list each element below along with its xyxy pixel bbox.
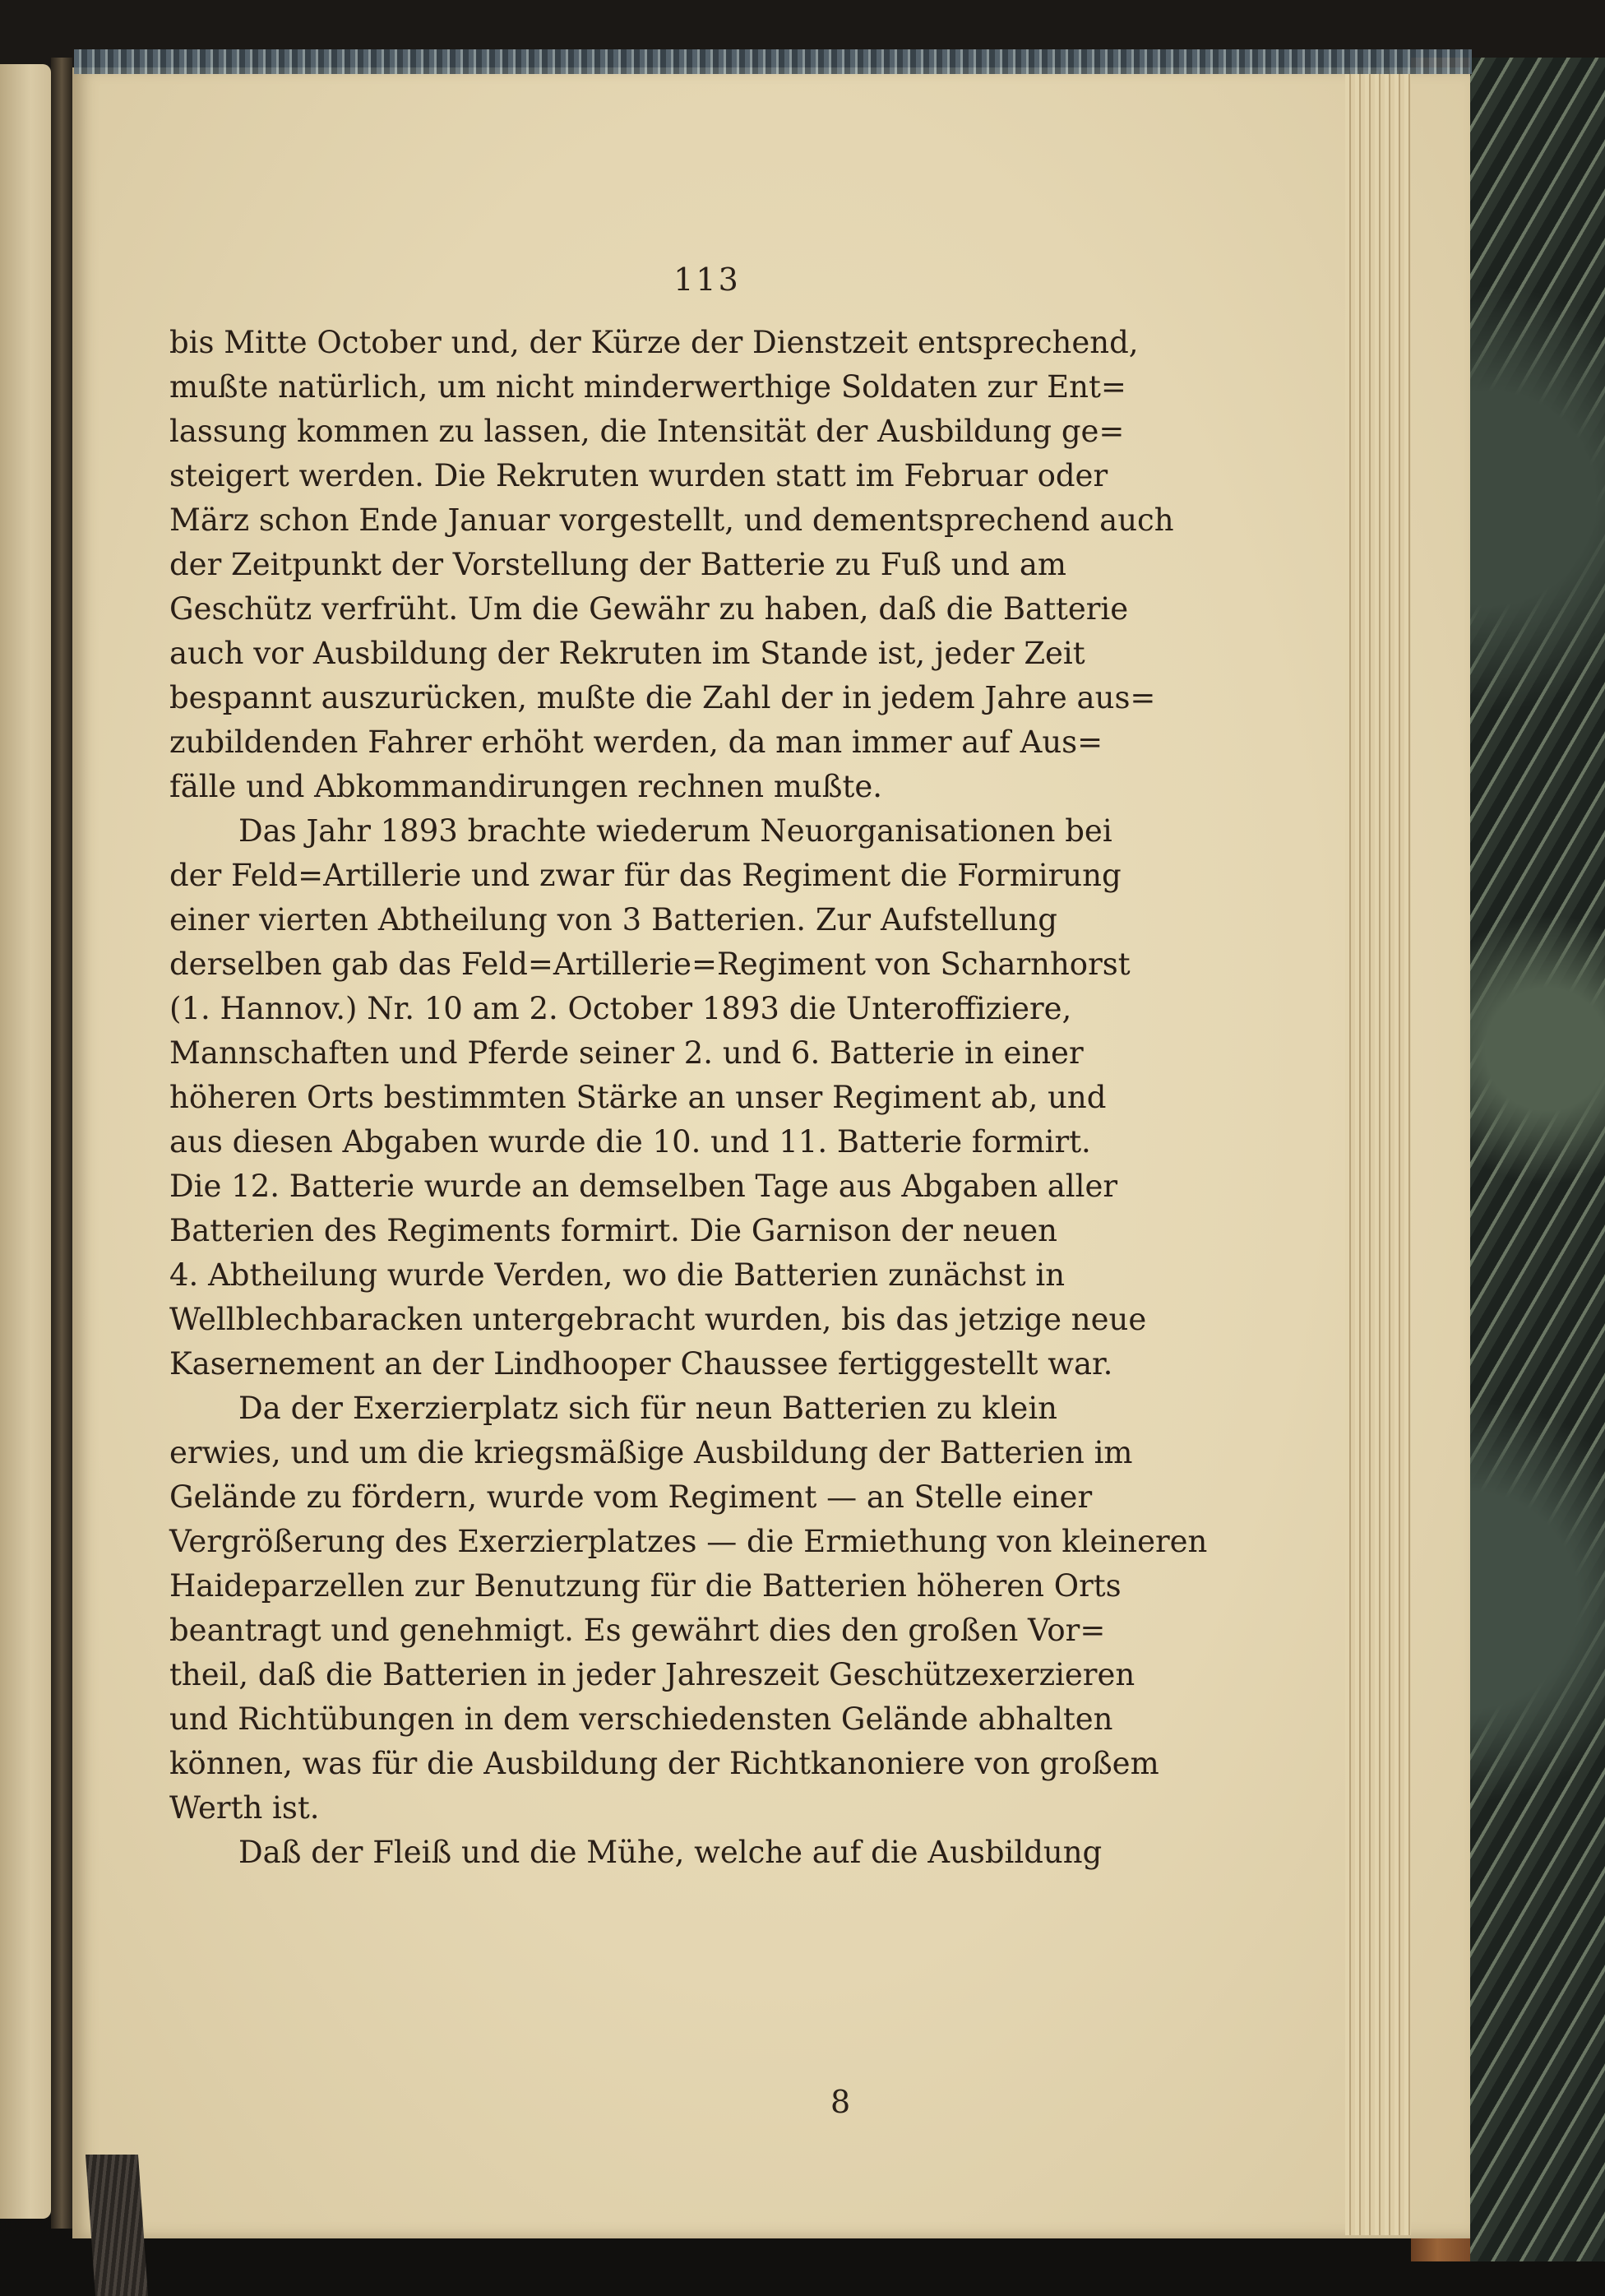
text-line: Vergrößerung des Exerzierplatzes — die Ermiethung von kleineren xyxy=(169,1524,1208,1559)
text-line: derselben gab das Feld=Artillerie=Regiment von Scharnhorst xyxy=(169,947,1131,982)
text-line: Gelände zu fördern, wurde vom Regiment — an Stelle einer xyxy=(169,1479,1093,1515)
text-line: theil, daß die Batterien in jeder Jahreszeit Geschützexerzieren xyxy=(169,1657,1136,1692)
text-line: der Feld=Artillerie und zwar für das Regiment die Formirung xyxy=(169,858,1122,893)
left-page-edge xyxy=(0,64,51,2219)
text-line: Wellblechbaracken untergebracht wurden, bis das jetzige neue xyxy=(169,1302,1147,1337)
paragraph-start-line: Daß der Fleiß und die Mühe, welche auf die Ausbildung xyxy=(238,1835,1103,1870)
signature-mark: 8 xyxy=(830,2084,851,2120)
paragraph-start-line: Das Jahr 1893 brachte wiederum Neuorganisationen bei xyxy=(238,813,1112,849)
text-line: der Zeitpunkt der Vorstellung der Batterie zu Fuß und am xyxy=(169,547,1066,582)
page-number: 113 xyxy=(673,262,741,298)
text-line: auch vor Ausbildung der Rekruten im Stande ist, jeder Zeit xyxy=(169,636,1085,671)
text-line: mußte natürlich, um nicht minderwerthige Soldaten zur Ent= xyxy=(169,369,1126,405)
book-gutter xyxy=(51,58,72,2229)
text-line: Haideparzellen zur Benutzung für die Batterien höheren Orts xyxy=(169,1568,1122,1604)
text-line: beantragt und genehmigt. Es gewährt dies den großen Vor= xyxy=(169,1613,1106,1648)
ribbon-bookmark xyxy=(86,2155,148,2296)
text-line: Die 12. Batterie wurde an demselben Tage aus Abgaben aller xyxy=(169,1169,1118,1204)
text-line: einer vierten Abtheilung von 3 Batterien. Zur Aufstellung xyxy=(169,902,1057,937)
text-line: höheren Orts bestimmten Stärke an unser Regiment ab, und xyxy=(169,1080,1107,1115)
paragraph-start-line: Da der Exerzierplatz sich für neun Batterien zu klein xyxy=(238,1391,1057,1426)
text-line: bespannt auszurücken, mußte die Zahl der in jedem Jahre aus= xyxy=(169,680,1156,715)
text-line: zubildenden Fahrer erhöht werden, da man immer auf Aus= xyxy=(169,724,1103,760)
text-line: Geschütz verfrüht. Um die Gewähr zu haben, daß die Batterie xyxy=(169,591,1129,627)
text-line: Werth ist. xyxy=(169,1790,320,1826)
text-line: Mannschaften und Pferde seiner 2. und 6. Batterie in einer xyxy=(169,1035,1084,1071)
body-text xyxy=(169,321,1208,1875)
text-line: 4. Abtheilung wurde Verden, wo die Batterien zunächst in xyxy=(169,1257,1066,1293)
text-line: (1. Hannov.) Nr. 10 am 2. October 1893 die Unteroffiziere, xyxy=(169,991,1072,1026)
text-line: steigert werden. Die Rekruten wurden statt im Februar oder xyxy=(169,458,1108,493)
text-line: aus diesen Abgaben wurde die 10. und 11. Batterie formirt. xyxy=(169,1124,1091,1160)
text-line: Batterien des Regiments formirt. Die Garnison der neuen xyxy=(169,1213,1057,1248)
text-line: bis Mitte October und, der Kürze der Dienstzeit entsprechend, xyxy=(169,325,1139,360)
text-line: lassung kommen zu lassen, die Intensität der Ausbildung ge= xyxy=(169,414,1125,449)
text-line: und Richtübungen in dem verschiedensten Gelände abhalten xyxy=(169,1701,1113,1737)
text-line: Kasernement an der Lindhooper Chaussee fertiggestellt war. xyxy=(169,1346,1113,1382)
text-line: können, was für die Ausbildung der Richtkanoniere von großem xyxy=(169,1746,1159,1781)
text-line: erwies, und um die kriegsmäßige Ausbildung der Batterien im xyxy=(169,1435,1133,1470)
page-stack-edges xyxy=(1345,71,1411,2235)
text-line: fälle und Abkommandirungen rechnen mußte. xyxy=(169,769,882,804)
text-line: März schon Ende Januar vorgestellt, und dementsprechend auch xyxy=(169,502,1174,538)
top-binding-strip xyxy=(74,49,1472,74)
